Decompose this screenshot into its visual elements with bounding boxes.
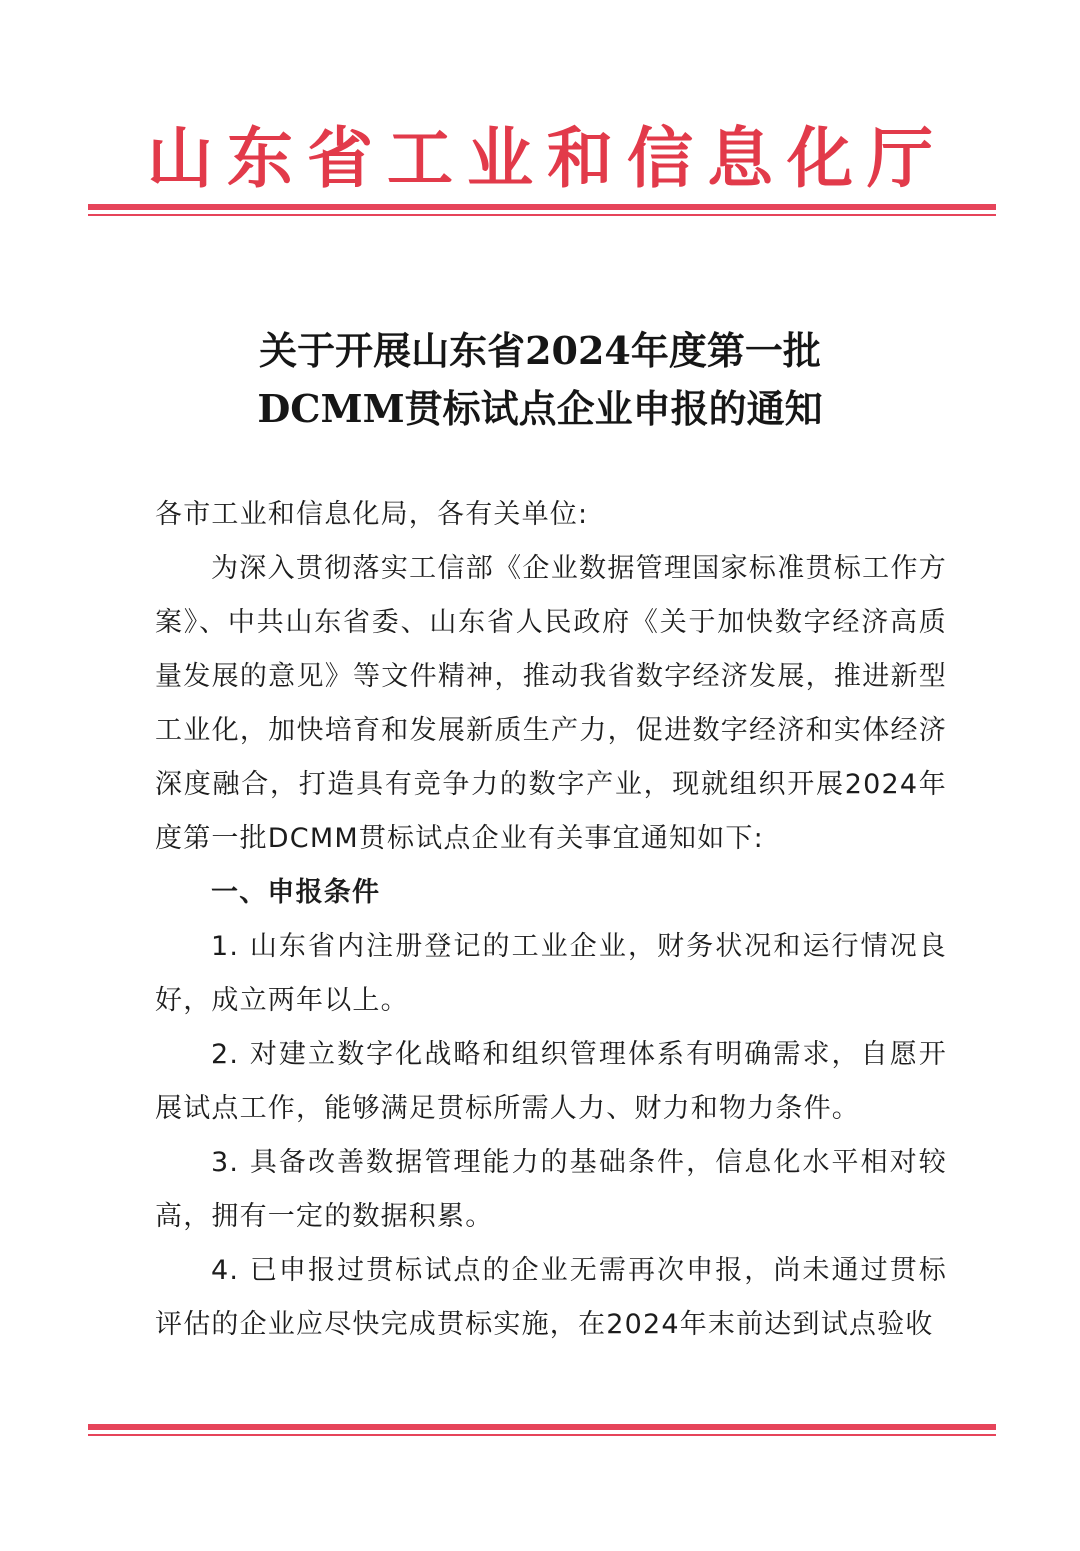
condition-item-1: 1. 山东省内注册登记的工业企业，财务状况和运行情况良好，成立两年以上。 — [155, 931, 947, 1016]
rule-thin-line — [88, 1434, 996, 1436]
letterhead-rule-bottom — [88, 1424, 996, 1436]
rule-thick-line — [88, 204, 996, 210]
document-title-line-2: DCMM贯标试点企业申报的通知 — [257, 386, 823, 431]
document-body — [155, 488, 947, 1352]
letterhead-title: 山东省工业和信息化厅 — [147, 119, 947, 197]
condition-item-2: 2. 对建立数字化战略和组织管理体系有明确需求，自愿开展试点工作，能够满足贯标所需人力、财力和物力条件。 — [155, 1039, 947, 1124]
rule-thick-line — [88, 1424, 996, 1430]
salutation: 各市工业和信息化局，各有关单位: — [155, 499, 589, 530]
condition-item-4: 4. 已申报过贯标试点的企业无需再次申报，尚未通过贯标评估的企业应尽快完成贯标实施，在2024年末前达到试点验收 — [155, 1255, 947, 1340]
intro-paragraph: 为深入贯彻落实工信部《企业数据管理国家标准贯标工作方案》、中共山东省委、山东省人民政府《关于加快数字经济高质量发展的意见》等文件精神，推动我省数字经济发展，推进新型工业化，加快培育和发展新质生产力，促进数字经济和实体经济深度融合，打造具有竞争力的数字产业，现就组织开展2024年度第一批DCMM贯标试点企业有关事宜通知如下: — [155, 553, 947, 854]
document-title — [0, 322, 1080, 438]
letterhead-rule-top — [88, 204, 996, 216]
rule-thin-line — [88, 214, 996, 216]
condition-item-3: 3. 具备改善数据管理能力的基础条件，信息化水平相对较高，拥有一定的数据积累。 — [155, 1147, 947, 1232]
section-heading-conditions: 一、申报条件 — [211, 877, 381, 908]
document-title-line-1: 关于开展山东省2024年度第一批 — [259, 328, 821, 373]
